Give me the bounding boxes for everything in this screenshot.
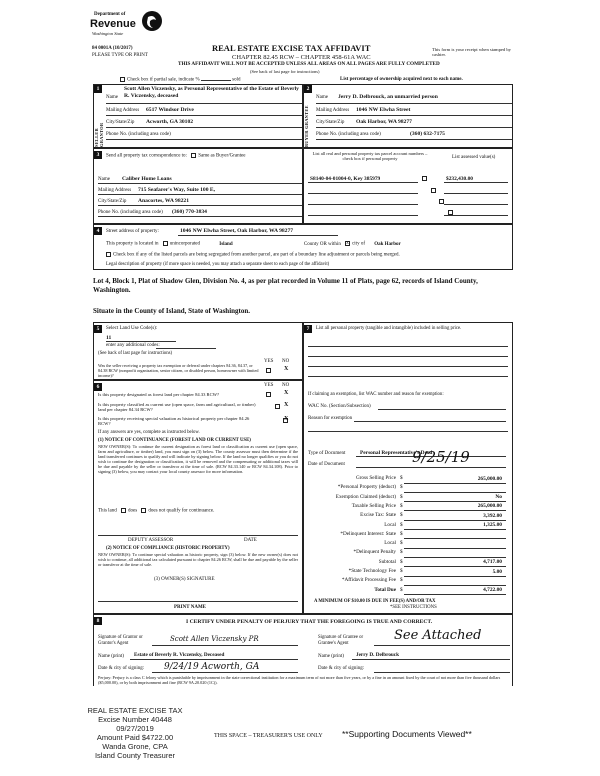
grantor-name-label: Name (print) (98, 654, 124, 659)
tax-row-label: Exemption Claimed (deduct) (335, 493, 396, 500)
section-7-badge: 7 (304, 325, 312, 333)
section-6-badge: 6 (94, 383, 102, 391)
parcels-header: List all real and personal property tax parcel account numbers – check box if personal property (312, 151, 428, 162)
sec5-no-header: NO (282, 359, 290, 364)
deputy-assessor-label: DEPUTY ASSESSOR (128, 538, 174, 543)
partial-sale-row: Check box if partial sale, indicate % sold (120, 77, 240, 83)
section-4-badge: 4 (94, 227, 102, 235)
land-use-see-instr: (See back of last page for instructions) (98, 351, 173, 356)
tax-row-label: Subtotal (378, 558, 396, 565)
same-as-buyer-checkbox[interactable] (191, 153, 196, 158)
tax-row-label: Local (384, 521, 396, 528)
deputy-date-label: DATE (244, 538, 257, 543)
sec6-no-header: NO (282, 383, 290, 388)
see-instructions: (See back of last page for instructions) (250, 69, 320, 74)
section-2-buyer (303, 84, 513, 148)
land-use-code: 11 (106, 335, 112, 341)
this-land-row: This land does does not qualify for continuance. (98, 508, 215, 514)
buyer-city-label: City/State/Zip (316, 120, 345, 125)
land-use-label: Select Land Use Code(s): (106, 326, 158, 331)
land-does-not-checkbox[interactable] (141, 508, 146, 513)
doc-date-label: Date of Document (308, 462, 345, 467)
sec5-yes-header: YES (264, 359, 274, 364)
dept-big: Revenue (90, 18, 136, 30)
sec5-q1-no-mark[interactable]: X (284, 366, 289, 372)
correspond-city: Anacortes, WA 98221 (138, 198, 190, 204)
form-title: REAL ESTATE EXCISE TAX AFFIDAVIT (212, 43, 371, 53)
reason-label: Reason for exemption (308, 416, 353, 421)
tax-see-instructions: *SEE INSTRUCTIONS (390, 605, 437, 610)
please-type: PLEASE TYPE OR PRINT (92, 53, 148, 58)
tax-row-value: 1,325.00 (483, 522, 502, 528)
tax-row-value: 4,722.00 (483, 587, 502, 594)
notice2-title: (2) NOTICE OF COMPLIANCE (HISTORIC PROPERTY) (106, 546, 230, 551)
exemption-label: If claiming an exemption, list WAC number and reason for exemption: (308, 392, 444, 397)
stamp-line-5: Wanda Grone, CPA (102, 742, 168, 751)
correspond-name: Caliber Home Loans (122, 176, 172, 182)
tax-row-dollar: $ (400, 521, 403, 528)
tax-row-dollar: $ (400, 493, 403, 500)
section-1-seller (93, 84, 303, 148)
partial-sale-checkbox[interactable] (120, 77, 125, 82)
tax-row-value: 5.00 (492, 568, 502, 575)
wac-label: WAC No. (Section/Subsection) (308, 404, 371, 409)
tax-row-label: *State Technology Fee (348, 568, 396, 574)
tax-row-value: 265,000.00 (477, 503, 502, 510)
receipt-note: This form is your receipt when stamped by cashier. (432, 47, 511, 58)
grantee-name-print: Jerry D. Delbrouck (356, 652, 399, 658)
grantor-date-city-label: Date & city of signing: (98, 666, 145, 671)
segregated-row: Check box if any of the listed parcels are being segregated from another parcel, are part of a boundary line adjustment or parcels being merged. (106, 252, 400, 258)
form-chapter: CHAPTER 82.45 RCW – CHAPTER 458-61A WAC (232, 54, 371, 61)
sec5-q1: Was the seller receiving a property tax exemption or deferral under chapters 84.36, 84.37, or 84.38 RCW (nonprofit organization, senior citizen, or disabled person, homeowner with limited income)? (98, 363, 259, 378)
ownership-note: List percentage of ownership acquired next to each name. (340, 77, 463, 82)
tax-row-dollar: $ (400, 568, 403, 574)
seller-city-label: City/State/Zip (106, 120, 135, 125)
tax-row-dollar: $ (400, 530, 403, 537)
tax-row-dollar: $ (400, 586, 403, 593)
stamp-line-1: REAL ESTATE EXCISE TAX (87, 706, 183, 715)
additional-codes-label: enter any additional codes: (106, 343, 160, 348)
buyer-phone-label: Phone No. (including area code) (316, 132, 381, 137)
section-6-designation (93, 380, 303, 614)
buyer-name-label: Name (316, 95, 328, 100)
stamp-line-2: Excise Number 40448 (98, 715, 172, 724)
doc-date-value: 9/25/19 (412, 448, 470, 466)
certify-statement: I CERTIFY UNDER PENALTY OF PERJURY THAT THE FOREGOING IS TRUE AND CORRECT. (186, 619, 433, 625)
situate-line: Situate in the County of Island, State of Washington. (93, 307, 251, 315)
tax-row-dollar: $ (400, 484, 403, 491)
dept-sub: Washington State (92, 31, 124, 36)
buyer-name: Jerry D. Delbrouck, an unmarried person (338, 94, 438, 100)
seller-name-label: Name (106, 95, 118, 100)
assessed-value-1: $232,430.00 (446, 176, 473, 182)
section-5-land-use (93, 322, 303, 380)
seller-vertical-label: SELLER GRANTOR (94, 122, 105, 147)
tax-row-dollar: $ (400, 549, 403, 556)
form-warning: THIS AFFIDAVIT WILL NOT BE ACCEPTED UNLESS ALL AREAS ON ALL PAGES ARE FULLY COMPLETED (178, 61, 440, 67)
section-8-badge: 8 (94, 617, 102, 625)
tax-row-label: Gross Selling Price (355, 475, 396, 481)
correspond-label-row: Send all property tax correspondence to: Same as Buyer/Grantee (106, 153, 246, 159)
section-4-property (93, 224, 513, 270)
seller-name: Scott Allen Viczensky, as Personal Representative of the Estate of Beverly R. Viczensky, deceased (124, 86, 299, 99)
tax-row-label: Local (384, 540, 396, 547)
buyer-phone: (360) 632-7175 (410, 131, 445, 137)
grantor-date-city: 9/24/19 Acworth, GA (164, 662, 260, 672)
seller-city: Acworth, GA 30102 (146, 119, 194, 125)
revenue-logo-icon (140, 8, 164, 34)
personal-property-label: List all personal property (tangible and intangible) included in selling price. (316, 326, 462, 331)
sec6-q1: Is this property designated as forest land per chapter 84.33 RCW? (98, 392, 220, 397)
correspond-mail: 715 Seafarer's Way, Suite 100 E, (138, 187, 216, 193)
street-label: Street address of property: (106, 229, 159, 234)
grantor-sig-label: Signature of Grantor or Grantor's Agent (98, 635, 143, 646)
grantee-date-city-label: Date & city of signing: (318, 666, 365, 671)
location-row: This property is located in unincorporated Island County OR within x city of Oak Harbor (106, 241, 401, 247)
buyer-mail: 1046 NW Elwha Street (356, 107, 411, 113)
form-number: 84 0001A (10/2017) (92, 46, 133, 51)
department-logo (88, 6, 168, 44)
treasurer-use-label: THIS SPACE – TREASURER'S USE ONLY (214, 733, 323, 739)
sec6-q3-no-mark[interactable]: X (284, 416, 289, 422)
city-of-checkbox[interactable] (345, 241, 350, 246)
sec6-q3: Is this property receiving special valuation as historical property per chapter 84.26 RCW? (98, 416, 250, 427)
tax-row-dollar: $ (400, 502, 403, 509)
tax-row-value: 3,392.00 (483, 512, 502, 519)
section-7-personal-property (303, 322, 513, 614)
legal-label: Legal description of property (if more space is needed, you may attach a separate sheet to each page of the affidavit) (106, 262, 330, 267)
notice1-text: NEW OWNER(S): To continue the current designation as forest land or classification as current use (open space, farm and agriculture, or timber) land, you must sign on (3) below. The county assessor must then determine if the land transferred continues to qualify and will indicate by signing below. If the land no longer qualifies or you do not wish to continue the designation or classification, it will be removed and the compensating or additional taxes will be due and payable by the seller or transferor at the time of sale. (RCW 84.33.140 or RCW 84.34.108). Prior to signing (3) below, you may contact your local county assessor for more information. (98, 444, 298, 475)
stamp-line-4: Amount Paid $4722.00 (96, 733, 174, 742)
stamp-line-3: 09/27/2019 (116, 724, 154, 733)
tax-row-label: Taxable Selling Price (351, 502, 396, 509)
seller-phone-label: Phone No. (including area code) (106, 132, 171, 137)
sec6-q1-yes[interactable] (266, 392, 271, 397)
correspond-phone-label: Phone No. (including area code) (98, 210, 163, 215)
personal-property-checkbox-1[interactable] (422, 176, 427, 181)
buyer-city: Oak Harbor, WA 98277 (356, 119, 412, 125)
minimum-due-note: A MINIMUM OF $10.00 IS DUE IN FEE(S) AND/OR TAX (314, 599, 436, 604)
unincorporated-checkbox[interactable] (163, 241, 168, 246)
tax-row-label: Total Due (374, 586, 396, 593)
grantee-name-label: Name (print) (318, 654, 344, 659)
correspond-name-label: Name (98, 177, 110, 182)
section-3-badge: 3 (94, 151, 102, 159)
sec6-yes-header: YES (264, 383, 274, 388)
doc-type-label: Type of Document (308, 451, 346, 456)
grantor-signature: Scott Allen Viczensky PR (170, 635, 259, 643)
tax-row-value: No (495, 494, 502, 501)
sec6-q2-yes[interactable] (275, 404, 280, 409)
sec6-q2: Is this property classified as current use (open space, farm and agricultural, or timber) land per chapter 84.34 RCW? (98, 402, 256, 413)
land-does-checkbox[interactable] (121, 508, 126, 513)
section-8-certification (93, 614, 513, 686)
buyer-mail-label: Mailing Address (316, 108, 350, 113)
grantee-signature: See Attached (394, 628, 482, 643)
personal-property-checkbox-2[interactable] (431, 188, 436, 193)
buyer-vertical-label: BUYER GRANTEE (304, 105, 309, 147)
tax-row-value: 265,000.00 (477, 475, 502, 482)
treasurer-stamp (60, 706, 210, 760)
parcel-number-1: S8140-04-01004-0, Key 385979 (310, 176, 381, 182)
parcels-box (303, 148, 513, 224)
tax-row-dollar: $ (400, 577, 403, 584)
sec6-q2-no-mark[interactable]: X (284, 402, 289, 408)
sec5-q1-yes[interactable] (266, 368, 271, 373)
sec6-q1-no-mark[interactable]: X (284, 390, 289, 396)
owner-signature-label: (3) OWNER(S) SIGNATURE (154, 577, 215, 582)
notice1-title: (1) NOTICE OF CONTINUANCE (FOREST LAND OR CURRENT USE) (98, 438, 251, 443)
tax-row-dollar: $ (400, 512, 403, 519)
doc-type-value: Personal Representative's Deed (360, 450, 433, 456)
tax-row-value: 4,717.00 (483, 559, 502, 566)
notice2-text: NEW OWNER(S): To continue special valuation as historic property, sign (3) below. If the new owner(s) does not wish to continue, all additional tax calculated pursuant to chapter 84.26 RCW, shall be due and payable by the seller or transferor at the time of sale. (98, 552, 298, 568)
tax-row-label: *Delinquent Penalty (353, 549, 396, 556)
correspond-mail-label: Mailing Address (98, 188, 132, 193)
tax-row-dollar: $ (400, 558, 403, 565)
correspond-city-label: City/State/Zip (98, 199, 127, 204)
assessed-header: List assessed value(s) (452, 155, 496, 160)
segregated-checkbox[interactable] (106, 252, 111, 257)
perjury-notice: Perjury: Perjury is a class C felony which is punishable by imprisonment in the state correctional institution for a maximum term of not more than five years, or by a fine in an amount fixed by the court of not more than five thousand dollars ($5,000.00), or by both imprisonment and fine (RCW 9A.20.020 (1C)). (98, 675, 501, 685)
grantee-sig-label: Signature of Grantee or Grantee's Agent (318, 635, 364, 646)
street-address: 1046 NW Elwha Street, Oak Harbor, WA 98277 (180, 228, 294, 234)
supporting-docs-viewed: **Supporting Documents Viewed** (342, 729, 472, 739)
section-3-correspondence (93, 148, 303, 224)
correspond-phone: (360) 770-3834 (172, 209, 207, 215)
grantor-name-print: Estate of Beverly R. Viczensky, Deceased (134, 652, 225, 658)
print-name-label: PRINT NAME (174, 605, 206, 610)
seller-mail: 6517 Windsor Drive (146, 107, 194, 113)
tax-row-label: Excise Tax: State (360, 512, 396, 519)
section-5-badge: 5 (94, 325, 102, 333)
sec6-if-any: If any answers are yes, complete as instructed below. (98, 430, 200, 435)
legal-description: Lot 4, Block 1, Plat of Shadow Glen, Division No. 4, as per plat recorded in Volume 11 of Plats, page 62, records of Island County, Washington. (93, 277, 478, 294)
seller-mail-label: Mailing Address (106, 108, 140, 113)
stamp-line-6: Island County Treasurer (94, 751, 176, 760)
section-1-badge: 1 (94, 85, 102, 93)
tax-row-label: *Delinquent Interest: State (340, 530, 396, 537)
tax-row-label: *Personal Property (deduct) (337, 484, 396, 491)
section-2-badge: 2 (304, 85, 312, 93)
dept-small: Department of (94, 12, 126, 17)
tax-row-label: *Affidavit Processing Fee (341, 577, 396, 584)
tax-row-dollar: $ (400, 475, 403, 481)
tax-row-dollar: $ (400, 540, 403, 547)
